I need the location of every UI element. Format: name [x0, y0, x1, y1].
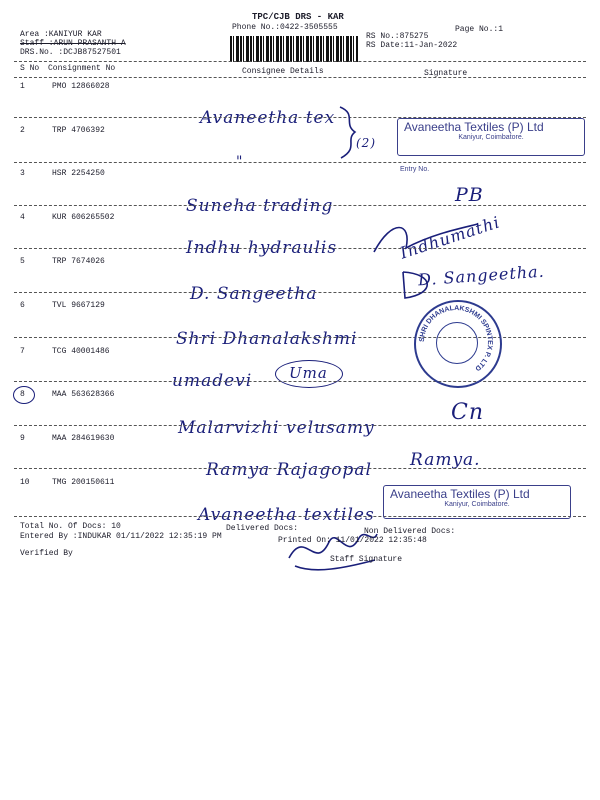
row5-d-mark: [395, 268, 435, 302]
row-consignee: Ramya Rajagopal: [206, 460, 372, 480]
stamp-title: Avaneetha Textiles (P) Ltd: [404, 120, 544, 134]
row-consignment: TRP 7674026: [52, 257, 105, 266]
row-sno: 4: [20, 213, 25, 222]
row-sno: 10: [20, 478, 30, 487]
svg-text:SHRI DHANALAKSHMI SPINTEX P. L: [419, 305, 493, 372]
doc-title: TPC/CJB DRS - KAR: [252, 12, 344, 22]
row4-flourish: [372, 212, 482, 262]
row-sno: 6: [20, 301, 25, 310]
company-stamp-top: [397, 118, 585, 156]
row-consignment: KUR 606265502: [52, 213, 115, 222]
delivered-docs: Delivered Docs:: [226, 524, 299, 533]
row-signature: Cn: [451, 400, 485, 425]
barcode: [230, 36, 358, 62]
staff-label: Staff :ARUN PRASANTH A: [20, 39, 126, 48]
row-consignee: Indhu hydraulis: [186, 238, 338, 258]
entered-by: Entered By :INDUKAR 01/11/2022 12:35:19 PM: [20, 532, 222, 541]
verified-by: Verified By: [20, 549, 73, 558]
seal-text-ring: [414, 300, 498, 384]
row-sno: 5: [20, 257, 25, 266]
row-consignment: TVL 9667129: [52, 301, 105, 310]
row-sno: 1: [20, 82, 25, 91]
row-consignee: Shri Dhanalakshmi: [176, 329, 358, 349]
row-signature: Ramya.: [410, 450, 481, 470]
row-sno: 7: [20, 347, 25, 356]
drs-number: DRS.No. :DCJB87527501: [20, 48, 121, 57]
row-mark: (2): [356, 136, 376, 150]
total-docs: Total No. Of Docs: 10: [20, 522, 121, 531]
header-divider-bottom: [14, 77, 586, 78]
staff-signature-label: Staff Signature: [330, 555, 403, 564]
printed-on: Printed On: 11/01/2022 12:35:48: [278, 536, 427, 545]
row-consignment: MAA 284619630: [52, 434, 115, 443]
row-consignment: TRP 4706392: [52, 126, 105, 135]
row-consignment: MAA 563628366: [52, 390, 115, 399]
row-consignment: HSR 2254250: [52, 169, 105, 178]
seal-text: SHRI DHANALAKSHMI SPINTEX P. LTD: [418, 304, 494, 372]
area-label: Area :KANIYUR KAR: [20, 30, 102, 39]
non-delivered-docs: Non Delivered Docs:: [364, 527, 456, 536]
row-consignee: Malarvizhi velusamy: [178, 418, 375, 438]
row-divider: [14, 248, 586, 249]
row-divider: [14, 425, 586, 426]
row-divider: [14, 381, 586, 382]
row-sno: 3: [20, 169, 25, 178]
col-consignment: Consignment No: [48, 64, 116, 73]
row-divider: [14, 205, 586, 206]
row-consignee: Suneha trading: [186, 196, 334, 216]
company-stamp-bottom: [383, 485, 571, 519]
row-consignment: PMO 12866028: [52, 82, 110, 91]
col-consignee: Consignee Details: [242, 67, 324, 76]
stamp-subtitle: Kaniyur, Coimbatore.: [458, 134, 524, 141]
row-divider: [14, 162, 586, 163]
row-sno: 2: [20, 126, 25, 135]
row-divider: [14, 468, 586, 469]
row1-bracket-signature: [335, 102, 365, 162]
phone-number: Phone No.:0422-3505555: [232, 23, 338, 32]
rs-number: RS No.:875275: [366, 32, 429, 41]
row-consignee: Avaneetha tex: [200, 108, 336, 128]
row-sno: 9: [20, 434, 25, 443]
row-consignment: TCG 40001486: [52, 347, 110, 356]
row-consignee: D. Sangeetha: [190, 284, 318, 304]
row-signature: Indhumathi: [397, 212, 503, 263]
stamp-subtitle: Kaniyur, Coimbatore.: [444, 501, 510, 508]
col-signature: Signature: [424, 69, 468, 78]
row-signature: D. Sangeetha.: [417, 261, 546, 290]
col-sno: S No: [20, 64, 40, 73]
stamp-entry-label: Entry No.: [400, 166, 430, 173]
row-consignment: TMG 200150611: [52, 478, 115, 487]
row-divider: [14, 292, 586, 293]
stamp-title: Avaneetha Textiles (P) Ltd: [390, 487, 530, 501]
rs-date: RS Date:11-Jan-2022: [366, 41, 458, 50]
row-signature: Uma: [289, 364, 328, 382]
company-seal: [414, 300, 502, 388]
page-number: Page No.:1: [455, 25, 504, 34]
row-signature: PB: [455, 184, 484, 206]
header-divider-top: [14, 61, 586, 62]
row-consignee: umadevi: [172, 371, 253, 391]
row-sno: 8: [20, 390, 25, 399]
row-consignee: Avaneetha textiles: [198, 505, 375, 525]
row-consignee: ": [236, 154, 244, 170]
